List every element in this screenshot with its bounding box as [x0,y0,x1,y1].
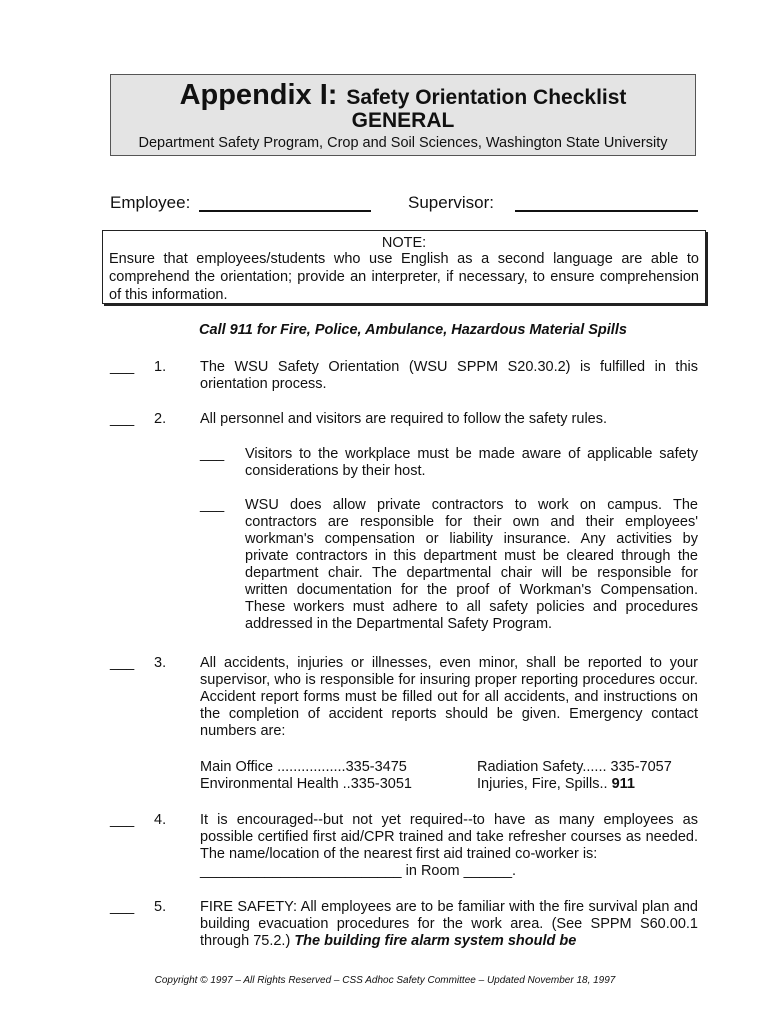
copyright-footer: Copyright © 1997 – All Rights Reserved – CSS Adhoc Safety Committee – Updated November 18, 1997 [154,975,616,986]
item-2-text: All personnel and visitors are required to follow the safety rules. [200,411,608,427]
contact-environmental-health: Environmental Health ..335-3051 [200,776,412,792]
item-4-number: 4. [154,812,167,828]
item-3-checkbox[interactable]: ___ [110,655,135,671]
injuries-number: 911 [611,776,635,792]
appendix-label: Appendix I: [179,79,338,111]
item-3-number: 3. [154,655,167,671]
item-2a-text: Visitors to the workplace must be made aware of applicable safety considerations by their host. [245,446,698,479]
item-5-plain-text: FIRE SAFETY: All employees are to be familiar with the fire survival plan and building evacuation procedures for the work area. (See SPPM S60.00.1 through 75.2.) [200,899,698,949]
item-4-checkbox[interactable]: ___ [110,812,135,828]
item-2b-checkbox[interactable]: ___ [200,497,225,513]
subtitle: GENERAL [351,109,455,132]
item-5-text [200,899,698,950]
item-1-checkbox[interactable]: ___ [110,359,135,375]
item-5-bold-text: The building fire alarm system should be [294,933,577,949]
document-title [111,79,695,112]
employee-field[interactable] [199,210,371,212]
item-2a-checkbox[interactable]: ___ [200,446,225,462]
contact-radiation-safety: Radiation Safety...... 335-7057 [477,759,672,775]
item-4-text: It is encouraged--but not yet required--to have as many employees as possible certified first aid/CPR trained and take refresher courses as needed. The name/location of the nearest first aid trained co-worker is: [200,812,698,862]
employee-label: Employee: [110,193,191,212]
contact-injuries-fire-spills [477,776,635,793]
note-body: Ensure that employees/students who use English as a second language are able to comprehend the orientation; provide an interpreter, if necessary, to ensure comprehension of this information. [109,251,699,303]
department-line: Department Safety Program, Crop and Soil Sciences, Washington State University [138,135,668,151]
supervisor-label: Supervisor: [408,193,494,212]
item-2-number: 2. [154,411,167,427]
checklist-title: Safety Orientation Checklist [346,86,627,109]
note-title: NOTE: [381,235,427,251]
note-box [102,230,706,304]
item-2-checkbox[interactable]: ___ [110,411,135,427]
item-3-text: All accidents, injuries or illnesses, even minor, shall be reported to your supervisor, who is responsible for insuring proper reporting procedures occur. Accident report forms must be filled out for all accidents, and instructions on the completion of accident reports should be given. Emergency contact numbers are: [200,655,698,739]
emergency-call-line: Call 911 for Fire, Police, Ambulance, Hazardous Material Spills [199,322,627,338]
item-5-checkbox[interactable]: ___ [110,899,135,915]
title-box [110,74,696,156]
supervisor-field[interactable] [515,210,698,212]
injuries-label: Injuries, Fire, Spills.. [477,776,608,792]
first-aid-coworker-field[interactable]: _________________________ in Room ______. [200,863,517,879]
item-2b-text: WSU does allow private contractors to work on campus. The contractors are responsible for their own and their employees' workman's compensation or liability insurance. Any activities by private contractors in this department must be cleared through the department chair. The departmental chair will be responsible for written documentation for the proof of Workman's Compensation. These workers must adhere to all safety policies and procedures addressed in the Departmental Safety Program. [245,497,698,632]
item-1-number: 1. [154,359,167,375]
contact-main-office: Main Office .................335-3475 [200,759,407,775]
item-5-number: 5. [154,899,167,915]
item-1-text: The WSU Safety Orientation (WSU SPPM S20.30.2) is fulfilled in this orientation process. [200,359,698,392]
